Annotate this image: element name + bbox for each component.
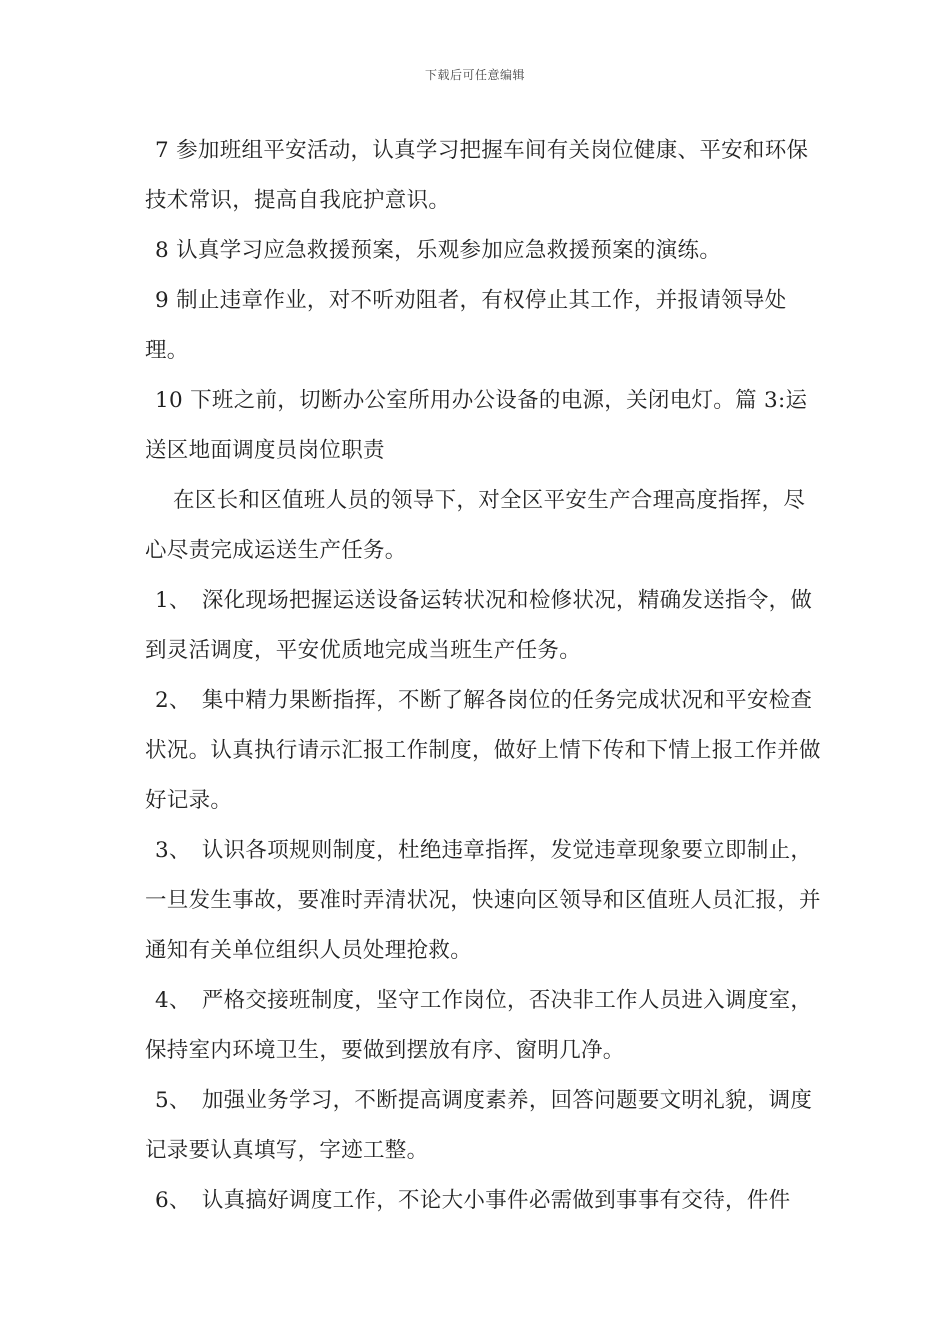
- page-header-note: 下载后可任意编辑: [424, 68, 525, 82]
- document-body: [145, 126, 825, 1226]
- list-item-3: 3、 认识各项规则制度，杜绝违章指挥，发觉违章现象要立即制止，一旦发生事故，要准时弄清状况，快速向区领导和区值班人员汇报，并通知有关单位组织人员处理抢救。: [145, 838, 821, 963]
- paragraph-item-9: 9 制止违章作业，对不听劝阻者，有权停止其工作，并报请领导处理。: [145, 288, 787, 363]
- paragraph-item-8: 8 认真学习应急救援预案，乐观参加应急救援预案的演练。: [155, 238, 722, 263]
- paragraph-item-7: 7 参加班组平安活动，认真学习把握车间有关岗位健康、平安和环保技术常识，提高自我庇护意识。: [145, 138, 809, 213]
- list-item-4: 4、 严格交接班制度，坚守工作岗位，否决非工作人员进入调度室，保持室内环境卫生，要做到摆放有序、窗明几净。: [145, 988, 813, 1063]
- list-item-6: 6、 认真搞好调度工作，不论大小事件必需做到事事有交待，件件: [155, 1188, 791, 1213]
- paragraph-item-10: 10 下班之前，切断办公室所用办公设备的电源，关闭电灯。篇 3:运送区地面调度员岗位职责: [145, 388, 808, 463]
- list-item-1: 1、 深化现场把握运送设备运转状况和检修状况，精确发送指令，做到灵活调度，平安优质地完成当班生产任务。: [145, 588, 813, 663]
- list-item-2: 2、 集中精力果断指挥，不断了解各岗位的任务完成状况和平安检查状况。认真执行请示汇报工作制度，做好上情下传和下情上报工作并做好记录。: [145, 688, 821, 813]
- paragraph-intro: 在区长和区值班人员的领导下，对全区平安生产合理高度指挥，尽心尽责完成运送生产任务。: [145, 488, 806, 563]
- list-item-5: 5、 加强业务学习，不断提高调度素养，回答问题要文明礼貌，调度记录要认真填写，字迹工整。: [145, 1088, 813, 1163]
